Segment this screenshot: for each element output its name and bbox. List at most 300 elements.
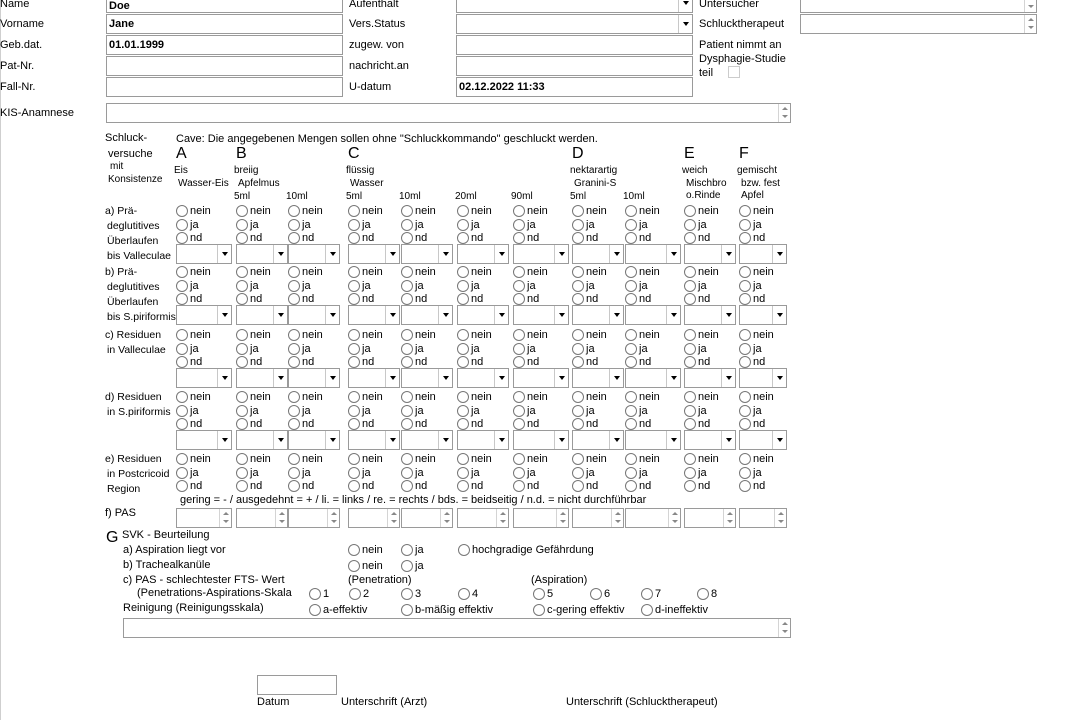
radio-ja[interactable]: ja	[513, 219, 536, 232]
row-label: Region	[107, 483, 141, 495]
radio-nein[interactable]: nein	[457, 329, 492, 342]
radio-ja[interactable]: ja	[513, 280, 536, 293]
radio-ja[interactable]: ja	[348, 219, 371, 232]
radio-nd[interactable]: nd	[513, 418, 539, 431]
chevron-down-icon	[273, 431, 287, 449]
radio-nein[interactable]: nein	[288, 453, 323, 466]
radio-nein[interactable]: nein	[625, 266, 660, 279]
radio-nd[interactable]: nd	[288, 356, 314, 369]
col-sub: 20ml	[455, 191, 477, 202]
chevron-down-icon	[554, 245, 568, 263]
radio-ja[interactable]: ja	[625, 405, 648, 418]
spinner-icon[interactable]	[611, 509, 623, 527]
radio-nd[interactable]: nd	[457, 232, 483, 245]
radio-nein[interactable]: nein	[684, 453, 719, 466]
consistency-select[interactable]	[513, 244, 569, 264]
chevron-down-icon	[666, 369, 680, 387]
gebdat-field[interactable]: 01.01.1999	[106, 35, 343, 55]
consistency-select[interactable]	[513, 430, 569, 450]
radio-nd[interactable]: nd	[176, 232, 202, 245]
radio-ja[interactable]: ja	[401, 280, 424, 293]
radio-nein[interactable]: nein	[513, 205, 548, 218]
radio-ja[interactable]: ja	[176, 343, 199, 356]
radio-ja[interactable]: ja	[236, 467, 259, 480]
consistency-select[interactable]	[288, 305, 340, 325]
reinigung-radio[interactable]: d-ineffektiv	[641, 604, 708, 617]
radio-nd[interactable]: nd	[684, 480, 710, 493]
radio-nd[interactable]: nd	[513, 480, 539, 493]
col-letter: C	[348, 145, 360, 162]
spinner-icon[interactable]	[723, 509, 735, 527]
radio-ja[interactable]: ja	[739, 219, 762, 232]
radio-nein[interactable]: nein	[739, 205, 774, 218]
radio-nein[interactable]: nein	[401, 205, 436, 218]
pas-field[interactable]	[288, 508, 340, 528]
radio-nd[interactable]: nd	[684, 232, 710, 245]
radio-nein[interactable]: nein	[625, 205, 660, 218]
radio-nd[interactable]: nd	[236, 418, 262, 431]
pas-value-radio[interactable]: 5	[533, 588, 553, 601]
consistency-select[interactable]	[401, 368, 453, 388]
radio-nein[interactable]: nein	[236, 391, 271, 404]
pas-field[interactable]	[401, 508, 453, 528]
radio-nd[interactable]: nd	[348, 480, 374, 493]
radio-nd[interactable]: nd	[401, 480, 427, 493]
radio-nd[interactable]: nd	[236, 480, 262, 493]
radio-ja[interactable]: ja	[348, 467, 371, 480]
radio-nd[interactable]: nd	[457, 418, 483, 431]
svk-b-ja[interactable]: ja	[401, 560, 424, 573]
radio-ja[interactable]: ja	[513, 405, 536, 418]
radio-ja[interactable]: ja	[401, 467, 424, 480]
spinner-icon[interactable]	[387, 509, 399, 527]
consistency-select[interactable]	[236, 305, 288, 325]
radio-nein[interactable]: nein	[457, 205, 492, 218]
radio-nd[interactable]: nd	[684, 293, 710, 306]
radio-ja[interactable]: ja	[625, 219, 648, 232]
col-line2: Wasser-Eis	[178, 178, 229, 189]
radio-nein[interactable]: nein	[348, 391, 383, 404]
consistency-select[interactable]	[513, 368, 569, 388]
col-line3: o.Rinde	[686, 190, 721, 201]
radio-nein[interactable]: nein	[236, 329, 271, 342]
chevron-down-icon	[385, 369, 399, 387]
radio-ja[interactable]: ja	[625, 343, 648, 356]
radio-nein[interactable]: nein	[457, 391, 492, 404]
radio-nd[interactable]: nd	[348, 232, 374, 245]
radio-ja[interactable]: ja	[572, 467, 595, 480]
radio-nd[interactable]: nd	[684, 356, 710, 369]
radio-ja[interactable]: ja	[457, 405, 480, 418]
radio-ja[interactable]: ja	[684, 219, 707, 232]
radio-nein[interactable]: nein	[236, 205, 271, 218]
consistency-select[interactable]	[288, 430, 340, 450]
consistency-select[interactable]	[739, 244, 787, 264]
radio-nein[interactable]: nein	[572, 391, 607, 404]
pas-value-radio[interactable]: 6	[590, 588, 610, 601]
consistency-select[interactable]	[401, 430, 453, 450]
radio-ja[interactable]: ja	[684, 405, 707, 418]
consistency-select[interactable]	[236, 244, 288, 264]
chevron-down-icon	[678, 0, 692, 12]
label-kis: KIS-Anamnese	[0, 107, 74, 119]
radio-nd[interactable]: nd	[457, 356, 483, 369]
radio-nein[interactable]: nein	[739, 453, 774, 466]
row-label: deglutitives	[107, 220, 160, 232]
radio-nd[interactable]: nd	[739, 356, 765, 369]
radio-nd[interactable]: nd	[625, 356, 651, 369]
pas-value-radio[interactable]: 4	[458, 588, 478, 601]
radio-nein[interactable]: nein	[236, 266, 271, 279]
svk-a-ja[interactable]: ja	[401, 544, 424, 557]
radio-nd[interactable]: nd	[401, 232, 427, 245]
radio-ja[interactable]: ja	[739, 467, 762, 480]
pas-field[interactable]	[176, 508, 232, 528]
col-sub: 10ml	[399, 191, 421, 202]
svk-b-nein[interactable]: nein	[348, 560, 383, 573]
consistency-select[interactable]	[625, 430, 681, 450]
radio-ja[interactable]: ja	[572, 280, 595, 293]
svk-title: SVK - Beurteilung	[122, 529, 210, 541]
radio-nein[interactable]: nein	[176, 391, 211, 404]
radio-nd[interactable]: nd	[176, 293, 202, 306]
radio-nein[interactable]: nein	[572, 329, 607, 342]
patnr-field[interactable]	[106, 56, 343, 76]
radio-nein[interactable]: nein	[739, 329, 774, 342]
radio-ja[interactable]: ja	[625, 280, 648, 293]
spinner-icon[interactable]	[219, 509, 231, 527]
reinigung-radio[interactable]: a-effektiv	[309, 604, 367, 617]
radio-nd[interactable]: nd	[457, 293, 483, 306]
consistency-select[interactable]	[348, 430, 400, 450]
radio-ja[interactable]: ja	[288, 343, 311, 356]
consistency-select[interactable]	[288, 368, 340, 388]
radio-ja[interactable]: ja	[236, 280, 259, 293]
radio-nein[interactable]: nein	[625, 453, 660, 466]
nachricht-field[interactable]	[456, 56, 693, 76]
radio-nd[interactable]: nd	[288, 480, 314, 493]
consistency-select[interactable]	[625, 244, 681, 264]
radio-ja[interactable]: ja	[236, 343, 259, 356]
consistency-select[interactable]	[348, 368, 400, 388]
therapeut-signature-label: Unterschrift (Schlucktherapeut)	[566, 696, 718, 708]
pas-field[interactable]	[684, 508, 736, 528]
consistency-select[interactable]	[176, 244, 232, 264]
consistency-select[interactable]	[176, 305, 232, 325]
spinner-icon[interactable]	[440, 509, 452, 527]
radio-nein[interactable]: nein	[684, 391, 719, 404]
consistency-select[interactable]	[684, 305, 736, 325]
radio-nd[interactable]: nd	[739, 480, 765, 493]
radio-nein[interactable]: nein	[739, 391, 774, 404]
spinner-icon[interactable]	[1024, 0, 1036, 12]
spinner-icon[interactable]	[778, 104, 790, 122]
radio-ja[interactable]: ja	[288, 280, 311, 293]
radio-nd[interactable]: nd	[625, 480, 651, 493]
consistency-select[interactable]	[288, 244, 340, 264]
row-label: a) Prä-	[105, 205, 138, 217]
radio-nein[interactable]: nein	[348, 453, 383, 466]
consistency-select[interactable]	[457, 430, 509, 450]
pas-field[interactable]	[236, 508, 288, 528]
col-line1: flüssig	[346, 165, 375, 176]
pas-value-radio[interactable]: 7	[641, 588, 661, 601]
radio-ja[interactable]: ja	[348, 343, 371, 356]
consistency-select[interactable]	[625, 305, 681, 325]
radio-nd[interactable]: nd	[625, 293, 651, 306]
radio-ja[interactable]: ja	[176, 405, 199, 418]
radio-nd[interactable]: nd	[739, 232, 765, 245]
radio-nd[interactable]: nd	[176, 356, 202, 369]
radio-ja[interactable]: ja	[572, 405, 595, 418]
consistency-select[interactable]	[176, 430, 232, 450]
consistency-select[interactable]	[684, 430, 736, 450]
radio-ja[interactable]: ja	[401, 405, 424, 418]
studie-checkbox[interactable]	[728, 66, 740, 78]
radio-ja[interactable]: ja	[457, 343, 480, 356]
pas-field[interactable]	[457, 508, 509, 528]
consistency-select[interactable]	[625, 368, 681, 388]
zugew-field[interactable]	[456, 35, 693, 55]
radio-ja[interactable]: ja	[572, 343, 595, 356]
pas-field[interactable]	[572, 508, 624, 528]
consistency-select[interactable]	[401, 305, 453, 325]
untersucher-field[interactable]	[800, 0, 1037, 13]
radio-nein[interactable]: nein	[401, 391, 436, 404]
radio-ja[interactable]: ja	[572, 219, 595, 232]
radio-nd[interactable]: nd	[401, 356, 427, 369]
consistency-select[interactable]	[572, 305, 624, 325]
col-letter: A	[176, 145, 187, 162]
radio-nd[interactable]: nd	[513, 232, 539, 245]
radio-ja[interactable]: ja	[625, 467, 648, 480]
radio-ja[interactable]: ja	[739, 343, 762, 356]
reinigung-radio[interactable]: c-gering effektiv	[533, 604, 624, 617]
radio-ja[interactable]: ja	[513, 467, 536, 480]
consistency-select[interactable]	[572, 368, 624, 388]
radio-nein[interactable]: nein	[684, 266, 719, 279]
radio-ja[interactable]: ja	[348, 405, 371, 418]
radio-ja[interactable]: ja	[401, 219, 424, 232]
radio-nd[interactable]: nd	[625, 418, 651, 431]
radio-nd[interactable]: nd	[236, 293, 262, 306]
spinner-icon[interactable]	[774, 509, 786, 527]
pas-value-radio[interactable]: 1	[309, 588, 329, 601]
radio-nd[interactable]: nd	[236, 232, 262, 245]
radio-nd[interactable]: nd	[401, 418, 427, 431]
radio-nein[interactable]: nein	[401, 329, 436, 342]
radio-nd[interactable]: nd	[348, 356, 374, 369]
radio-nd[interactable]: nd	[572, 356, 598, 369]
radio-nein[interactable]: nein	[288, 205, 323, 218]
radio-nd[interactable]: nd	[176, 418, 202, 431]
radio-nd[interactable]: nd	[739, 293, 765, 306]
radio-nein[interactable]: nein	[401, 453, 436, 466]
radio-nd[interactable]: nd	[176, 480, 202, 493]
radio-ja[interactable]: ja	[176, 467, 199, 480]
label-name: Name	[0, 0, 30, 10]
radio-nein[interactable]: nein	[348, 266, 383, 279]
radio-nein[interactable]: nein	[176, 205, 211, 218]
radio-nd[interactable]: nd	[572, 418, 598, 431]
consistency-select[interactable]	[457, 305, 509, 325]
udatum-field[interactable]: 02.12.2022 11:33	[456, 77, 693, 97]
consistency-select[interactable]	[572, 430, 624, 450]
row-label: deglutitives	[107, 281, 160, 293]
radio-ja[interactable]: ja	[236, 219, 259, 232]
col-sub: 90ml	[511, 191, 533, 202]
consistency-select[interactable]	[176, 368, 232, 388]
radio-nd[interactable]: nd	[401, 293, 427, 306]
radio-nein[interactable]: nein	[348, 205, 383, 218]
radio-ja[interactable]: ja	[684, 280, 707, 293]
radio-nein[interactable]: nein	[572, 266, 607, 279]
radio-nein[interactable]: nein	[288, 329, 323, 342]
radio-nd[interactable]: nd	[288, 232, 314, 245]
consistency-select[interactable]	[739, 368, 787, 388]
spinner-icon[interactable]	[327, 509, 339, 527]
radio-nein[interactable]: nein	[176, 453, 211, 466]
spinner-icon[interactable]	[275, 509, 287, 527]
consistency-select[interactable]	[401, 244, 453, 264]
radio-nein[interactable]: nein	[684, 329, 719, 342]
consistency-select[interactable]	[739, 305, 787, 325]
radio-nd[interactable]: nd	[572, 480, 598, 493]
radio-ja[interactable]: ja	[739, 405, 762, 418]
fallnr-field[interactable]	[106, 77, 343, 97]
aufenthalt-select[interactable]	[456, 0, 693, 13]
radio-ja[interactable]: ja	[176, 219, 199, 232]
radio-nein[interactable]: nein	[513, 453, 548, 466]
label-patnr: Pat-Nr.	[0, 60, 35, 72]
radio-nein[interactable]: nein	[176, 329, 211, 342]
radio-nein[interactable]: nein	[401, 266, 436, 279]
chevron-down-icon	[438, 245, 452, 263]
radio-nd[interactable]: nd	[457, 480, 483, 493]
pas-value-radio[interactable]: 3	[401, 588, 421, 601]
spinner-icon[interactable]	[1024, 15, 1036, 33]
consistency-select[interactable]	[236, 368, 288, 388]
reinigung-radio[interactable]: b-mäßig effektiv	[401, 604, 493, 617]
radio-nein[interactable]: nein	[176, 266, 211, 279]
radio-nein[interactable]: nein	[288, 391, 323, 404]
consistency-select[interactable]	[348, 244, 400, 264]
radio-nein[interactable]: nein	[457, 453, 492, 466]
radio-nd[interactable]: nd	[236, 356, 262, 369]
radio-ja[interactable]: ja	[348, 280, 371, 293]
radio-nd[interactable]: nd	[572, 293, 598, 306]
spinner-icon[interactable]	[668, 509, 680, 527]
pas-value-radio[interactable]: 8	[697, 588, 717, 601]
consistency-select[interactable]	[457, 368, 509, 388]
radio-nd[interactable]: nd	[513, 356, 539, 369]
radio-nein[interactable]: nein	[625, 391, 660, 404]
name-field[interactable]: Doe	[106, 0, 343, 13]
consistency-select[interactable]	[236, 430, 288, 450]
radio-nd[interactable]: nd	[739, 418, 765, 431]
spinner-icon[interactable]	[778, 619, 790, 637]
radio-ja[interactable]: ja	[684, 343, 707, 356]
radio-nein[interactable]: nein	[288, 266, 323, 279]
radio-nein[interactable]: nein	[625, 329, 660, 342]
spinner-icon[interactable]	[556, 509, 568, 527]
chevron-down-icon	[494, 306, 508, 324]
consistency-select[interactable]	[513, 305, 569, 325]
versstatus-select[interactable]	[456, 14, 693, 34]
col-line3: Apfel	[741, 190, 764, 201]
radio-nd[interactable]: nd	[348, 418, 374, 431]
radio-nein[interactable]: nein	[572, 205, 607, 218]
kis-anamnese-field[interactable]	[106, 103, 791, 123]
label-fallnr: Fall-Nr.	[0, 81, 36, 93]
svk-a-nein[interactable]: nein	[348, 544, 383, 557]
schlucktherapeut-field[interactable]	[800, 14, 1037, 34]
radio-ja[interactable]: ja	[739, 280, 762, 293]
spinner-icon[interactable]	[496, 509, 508, 527]
pas-field[interactable]	[739, 508, 787, 528]
consistency-select[interactable]	[739, 430, 787, 450]
radio-nein[interactable]: nein	[739, 266, 774, 279]
radio-nein[interactable]: nein	[513, 266, 548, 279]
col-letter: D	[572, 145, 584, 162]
svk-notes-field[interactable]	[123, 618, 791, 638]
radio-nd[interactable]: nd	[572, 232, 598, 245]
consistency-select[interactable]	[684, 244, 736, 264]
consistency-select[interactable]	[457, 244, 509, 264]
radio-nd[interactable]: nd	[288, 418, 314, 431]
col-line2: Apfelmus	[238, 178, 280, 189]
pas-value-radio[interactable]: 2	[349, 588, 369, 601]
radio-nein[interactable]: nein	[572, 453, 607, 466]
radio-ja[interactable]: ja	[457, 219, 480, 232]
radio-nd[interactable]: nd	[684, 418, 710, 431]
col-letter: F	[739, 145, 749, 162]
radio-ja[interactable]: ja	[176, 280, 199, 293]
svk-b-label: b) Trachealkanüle	[123, 559, 211, 571]
radio-nd[interactable]: nd	[288, 293, 314, 306]
consistency-select[interactable]	[684, 368, 736, 388]
radio-ja[interactable]: ja	[401, 343, 424, 356]
radio-nd[interactable]: nd	[625, 232, 651, 245]
pas-field[interactable]	[513, 508, 569, 528]
radio-ja[interactable]: ja	[684, 467, 707, 480]
radio-ja[interactable]: ja	[288, 467, 311, 480]
radio-nd[interactable]: nd	[348, 293, 374, 306]
datum-field[interactable]	[257, 675, 337, 695]
consistency-select[interactable]	[348, 305, 400, 325]
radio-nein[interactable]: nein	[684, 205, 719, 218]
chevron-down-icon	[721, 369, 735, 387]
radio-ja[interactable]: ja	[457, 467, 480, 480]
pas-field[interactable]	[625, 508, 681, 528]
radio-nein[interactable]: nein	[513, 391, 548, 404]
radio-ja[interactable]: ja	[513, 343, 536, 356]
radio-nein[interactable]: nein	[457, 266, 492, 279]
radio-nein[interactable]: nein	[513, 329, 548, 342]
radio-nd[interactable]: nd	[513, 293, 539, 306]
consistency-select[interactable]	[572, 244, 624, 264]
radio-ja[interactable]: ja	[236, 405, 259, 418]
col-line1: gemischt	[737, 165, 778, 176]
radio-nein[interactable]: nein	[236, 453, 271, 466]
svk-a-hoch[interactable]: hochgradige Gefährdung	[458, 544, 594, 557]
radio-ja[interactable]: ja	[288, 405, 311, 418]
radio-ja[interactable]: ja	[288, 219, 311, 232]
radio-nein[interactable]: nein	[348, 329, 383, 342]
pas-field[interactable]	[348, 508, 400, 528]
radio-ja[interactable]: ja	[457, 280, 480, 293]
vorname-field[interactable]: Jane	[106, 14, 343, 34]
